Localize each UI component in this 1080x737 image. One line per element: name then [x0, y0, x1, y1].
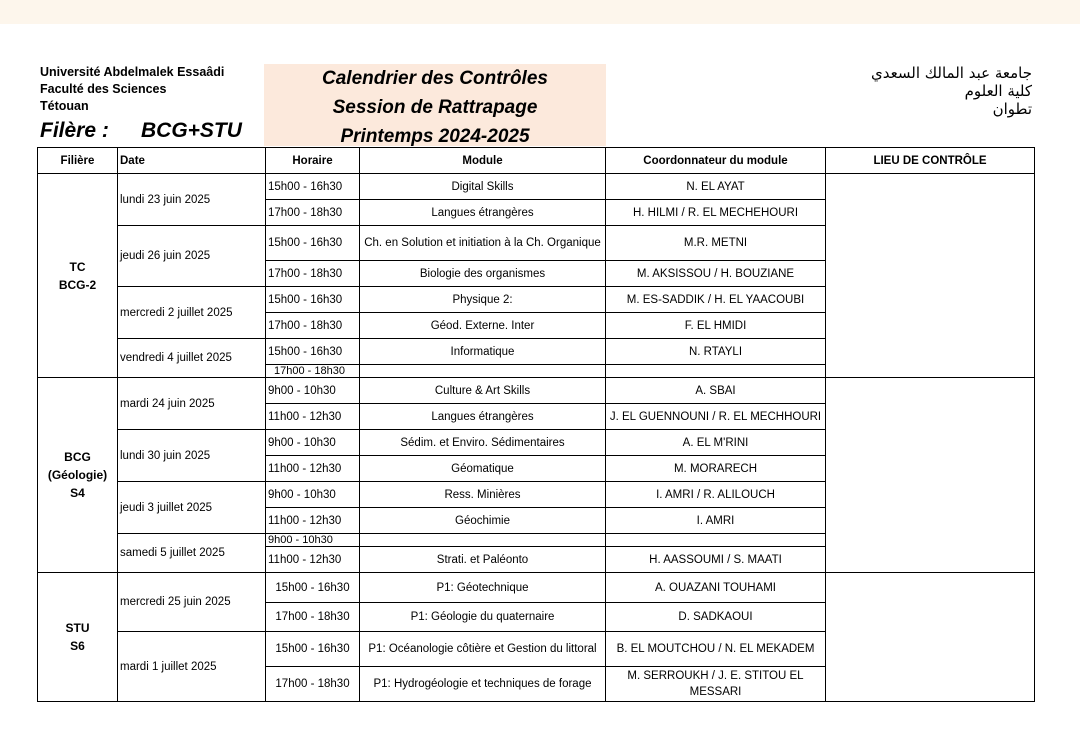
- date-cell: jeudi 26 juin 2025: [118, 226, 266, 287]
- coord-cell: N. EL AYAT: [606, 174, 826, 200]
- table-row: [38, 378, 1035, 404]
- time-cell: 17h00 - 18h30: [266, 200, 360, 226]
- coord-cell: M. SERROUKH / J. E. STITOU EL MESSARI: [606, 667, 826, 702]
- time-cell: 17h00 - 18h30: [266, 313, 360, 339]
- time-cell: 17h00 - 18h30: [266, 667, 360, 702]
- top-band: [0, 0, 1080, 24]
- time-cell: 15h00 - 16h30: [266, 573, 360, 603]
- module-cell: Digital Skills: [360, 174, 606, 200]
- schedule-table: [37, 147, 1035, 702]
- date-cell: samedi 5 juillet 2025: [118, 534, 266, 573]
- time-cell: 17h00 - 18h30: [266, 603, 360, 632]
- module-cell: Ch. en Solution et initiation à la Ch. Organique: [360, 226, 606, 261]
- module-cell: [360, 365, 606, 378]
- filiere-line-2: (Géologie) S4: [47, 468, 108, 500]
- filiere-label: Filère :: [40, 119, 109, 142]
- coord-cell: N. RTAYLI: [606, 339, 826, 365]
- time-cell: 9h00 - 10h30: [266, 430, 360, 456]
- module-cell: [360, 534, 606, 547]
- coord-cell: A. EL M'RINI: [606, 430, 826, 456]
- coord-cell: [606, 534, 826, 547]
- date-cell: mercredi 25 juin 2025: [118, 573, 266, 632]
- time-cell: 15h00 - 16h30: [266, 339, 360, 365]
- coord-cell: J. EL GUENNOUNI / R. EL MECHHOURI: [606, 404, 826, 430]
- module-cell: Géod. Externe. Inter: [360, 313, 606, 339]
- module-cell: Physique 2:: [360, 287, 606, 313]
- institution-block: [40, 64, 224, 115]
- date-cell: mercredi 2 juillet 2025: [118, 287, 266, 339]
- date-cell: mardi 1 juillet 2025: [118, 632, 266, 702]
- time-cell: 11h00 - 12h30: [266, 404, 360, 430]
- filiere-line: [40, 119, 242, 143]
- coord-cell: I. AMRI / R. ALILOUCH: [606, 482, 826, 508]
- module-cell: Strati. et Paléonto: [360, 547, 606, 573]
- coord-cell: M. ES-SADDIK / H. EL YAACOUBI: [606, 287, 826, 313]
- module-cell: Informatique: [360, 339, 606, 365]
- module-cell: Langues étrangères: [360, 404, 606, 430]
- time-cell: 9h00 - 10h30: [266, 482, 360, 508]
- filiere-cell: [38, 573, 118, 702]
- title-line-2: Session de Rattrapage: [332, 97, 538, 118]
- coord-cell: B. EL MOUTCHOU / N. EL MEKADEM: [606, 632, 826, 667]
- time-cell: 11h00 - 12h30: [266, 456, 360, 482]
- module-cell: P1: Hydrogéologie et techniques de forage: [360, 667, 606, 702]
- city-name: Tétouan: [40, 99, 89, 113]
- time-cell: 15h00 - 16h30: [266, 287, 360, 313]
- date-cell: jeudi 3 juillet 2025: [118, 482, 266, 534]
- date-cell: vendredi 4 juillet 2025: [118, 339, 266, 378]
- module-cell: Culture & Art Skills: [360, 378, 606, 404]
- coord-cell: A. SBAI: [606, 378, 826, 404]
- filiere-value: BCG+STU: [141, 119, 242, 142]
- filiere-line-2: S6: [70, 639, 85, 653]
- time-cell: 11h00 - 12h30: [266, 547, 360, 573]
- filiere-line-1: STU: [65, 621, 90, 635]
- module-cell: P1: Géologie du quaternaire: [360, 603, 606, 632]
- lieu-cell: [826, 174, 1035, 378]
- coord-cell: D. SADKAOUI: [606, 603, 826, 632]
- table-row: [38, 573, 1035, 603]
- time-cell: 15h00 - 16h30: [266, 632, 360, 667]
- col-header-date: Date: [118, 148, 266, 174]
- time-cell: 15h00 - 16h30: [266, 226, 360, 261]
- coord-cell: M. AKSISSOU / H. BOUZIANE: [606, 261, 826, 287]
- arabic-institution-block: [871, 64, 1032, 118]
- faculty-name: Faculté des Sciences: [40, 82, 167, 96]
- table-row: [38, 174, 1035, 200]
- coord-cell: M. MORARECH: [606, 456, 826, 482]
- lieu-cell: [826, 573, 1035, 702]
- filiere-cell: [38, 174, 118, 378]
- module-cell: Ress. Minières: [360, 482, 606, 508]
- module-cell: P1: Géotechnique: [360, 573, 606, 603]
- col-header-horaire: Horaire: [266, 148, 360, 174]
- time-cell: 9h00 - 10h30: [266, 378, 360, 404]
- col-header-filiere: Filière: [38, 148, 118, 174]
- time-cell: 17h00 - 18h30: [266, 261, 360, 287]
- coord-cell: [606, 365, 826, 378]
- coord-cell: A. OUAZANI TOUHAMI: [606, 573, 826, 603]
- title-line-1: Calendrier des Contrôles: [322, 68, 548, 89]
- module-cell: Géochimie: [360, 508, 606, 534]
- arabic-university: جامعة عبد المالك السعدي: [871, 64, 1032, 82]
- university-name: Université Abdelmalek Essaâdi: [40, 65, 225, 79]
- module-cell: Biologie des organismes: [360, 261, 606, 287]
- date-cell: lundi 30 juin 2025: [118, 430, 266, 482]
- document-title: [264, 64, 606, 146]
- arabic-city: تطوان: [992, 100, 1032, 118]
- coord-cell: F. EL HMIDI: [606, 313, 826, 339]
- col-header-lieu: LIEU DE CONTRÔLE: [826, 148, 1035, 174]
- module-cell: Langues étrangères: [360, 200, 606, 226]
- filiere-line-1: BCG: [64, 450, 91, 464]
- module-cell: P1: Océanologie côtière et Gestion du littoral: [360, 632, 606, 667]
- table-header-row: [38, 148, 1035, 174]
- col-header-coordonnateur: Coordonnateur du module: [606, 148, 826, 174]
- time-cell: 11h00 - 12h30: [266, 508, 360, 534]
- time-cell: 17h00 - 18h30: [266, 365, 360, 378]
- title-line-3: Printemps 2024-2025: [340, 126, 530, 147]
- lieu-cell: [826, 378, 1035, 573]
- arabic-faculty: كلية العلوم: [964, 82, 1032, 100]
- coord-cell: I. AMRI: [606, 508, 826, 534]
- col-header-module: Module: [360, 148, 606, 174]
- coord-cell: M.R. METNI: [606, 226, 826, 261]
- module-cell: Sédim. et Enviro. Sédimentaires: [360, 430, 606, 456]
- time-cell: 9h00 - 10h30: [266, 534, 360, 547]
- filiere-cell: [38, 378, 118, 573]
- date-cell: lundi 23 juin 2025: [118, 174, 266, 226]
- coord-cell: H. AASSOUMI / S. MAATI: [606, 547, 826, 573]
- filiere-line-2: BCG-2: [58, 277, 97, 292]
- date-cell: mardi 24 juin 2025: [118, 378, 266, 430]
- filiere-line-1: TC: [69, 259, 86, 274]
- module-cell: Géomatique: [360, 456, 606, 482]
- time-cell: 15h00 - 16h30: [266, 174, 360, 200]
- coord-cell: H. HILMI / R. EL MECHEHOURI: [606, 200, 826, 226]
